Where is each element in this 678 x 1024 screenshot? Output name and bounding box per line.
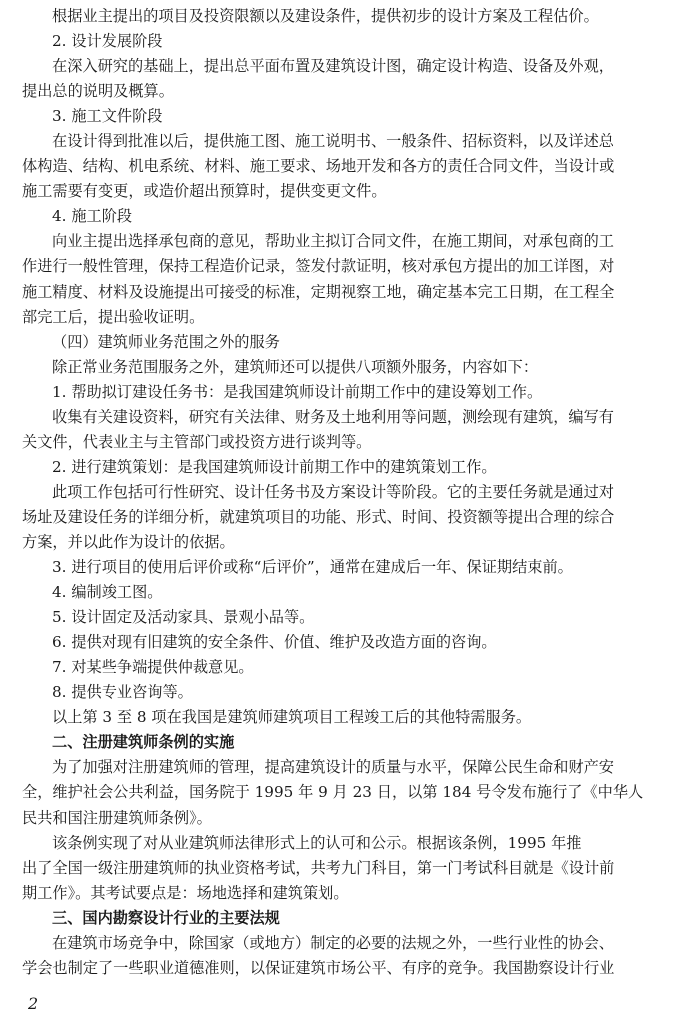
text-line: 民共和国注册建筑师条例》。 <box>22 808 212 827</box>
text-line: 期工作》。其考试要点是：场地选择和建筑策划。 <box>22 883 349 902</box>
text-line: 方案，并以此作为设计的依据。 <box>22 532 235 551</box>
page-number: 2 <box>28 994 39 1013</box>
text-line: 向业主提出选择承包商的意见，帮助业主拟订合同文件，在施工期间，对承包商的工 <box>52 232 614 251</box>
section-heading: 二、注册建筑师条例的实施 <box>52 733 235 752</box>
text-line: 为了加强对注册建筑师的管理，提高建筑设计的质量与水平，保障公民生命和财产安 <box>52 758 614 777</box>
text-line: 全，维护社会公共利益，国务院于 1995 年 9 月 23 日，以第 184 号令发布施行了《中华人 <box>22 783 644 802</box>
text-line: 体构造、结构、机电系统、材料、施工要求、场地开发和各方的责任合同文件，当设计或 <box>22 157 615 176</box>
text-line: 4. 施工阶段 <box>52 207 133 226</box>
text-line: 3. 施工文件阶段 <box>52 107 163 126</box>
text-line: 该条例实现了对从业建筑师法律形式上的认可和公示。根据该条例，1995 年推 <box>52 833 582 852</box>
text-line: 6. 提供对现有旧建筑的安全条件、价值、维护及改造方面的咨询。 <box>52 633 497 652</box>
text-line: 收集有关建设资料，研究有关法律、财务及土地利用等问题，测绘现有建筑，编写有 <box>52 407 614 426</box>
text-line: 除正常业务范围服务之外，建筑师还可以提供八项额外服务，内容如下： <box>52 357 538 376</box>
text-line: 5. 设计固定及活动家具、景观小品等。 <box>52 608 315 627</box>
text-line: 出了全国一级注册建筑师的执业资格考试，共考九门科目，第一门考试科目就是《设计前 <box>22 858 615 877</box>
text-line: 以上第 3 至 8 项在我国是建筑师建筑项目工程竣工后的其他特需服务。 <box>52 708 532 727</box>
text-line: 7. 对某些争端提供仲裁意见。 <box>52 658 254 677</box>
text-line: 场址及建设任务的详细分析，就建筑项目的功能、形式、时间、投资额等提出合理的综合 <box>22 507 615 526</box>
text-line: 3. 进行项目的使用后评价或称“后评价”，通常在建成后一年、保证期结束前。 <box>52 558 573 577</box>
text-line: 在建筑市场竞争中，除国家（或地方）制定的必要的法规之外，一些行业性的协会、 <box>52 933 614 952</box>
text-line: 1. 帮助拟订建设任务书：是我国建筑师设计前期工作中的建设筹划工作。 <box>52 382 543 401</box>
text-line: 部完工后，提出验收证明。 <box>22 307 205 326</box>
text-line: 施工需要有变更，或造价超出预算时，提供变更文件。 <box>22 182 387 201</box>
text-line: 2. 进行建筑策划：是我国建筑师设计前期工作中的建筑策划工作。 <box>52 457 497 476</box>
text-line: 8. 提供专业咨询等。 <box>52 683 193 702</box>
text-line: 4. 编制竣工图。 <box>52 583 163 602</box>
text-line: （四）建筑师业务范围之外的服务 <box>52 332 280 351</box>
text-line: 根据业主提出的项目及投资限额以及建设条件，提供初步的设计方案及工程估价。 <box>52 7 599 25</box>
text-line: 此项工作包括可行性研究、设计任务书及方案设计等阶段。它的主要任务就是通过对 <box>52 482 614 501</box>
text-line: 关文件，代表业主与主管部门或投资方进行谈判等。 <box>22 432 372 451</box>
text-line: 在设计得到批准以后，提供施工图、施工说明书、一般条件、招标资料，以及详述总 <box>52 132 614 151</box>
section-heading: 三、国内勘察设计行业的主要法规 <box>52 908 280 927</box>
text-line: 在深入研究的基础上，提出总平面布置及建筑设计图，确定设计构造、设备及外观， <box>52 57 614 76</box>
text-line: 提出总的说明及概算。 <box>22 82 174 101</box>
text-line: 学会也制定了一些职业道德准则，以保证建筑市场公平、有序的竞争。我国勘察设计行业 <box>22 958 615 977</box>
document-page <box>22 4 662 981</box>
text-line: 施工精度、材料及设施提出可接受的标准，定期视察工地，确定基本完工日期，在工程全 <box>22 282 615 301</box>
text-line: 2. 设计发展阶段 <box>52 32 163 51</box>
text-line: 作进行一般性管理，保持工程造价记录，签发付款证明，核对承包方提出的加工详图，对 <box>22 257 615 276</box>
